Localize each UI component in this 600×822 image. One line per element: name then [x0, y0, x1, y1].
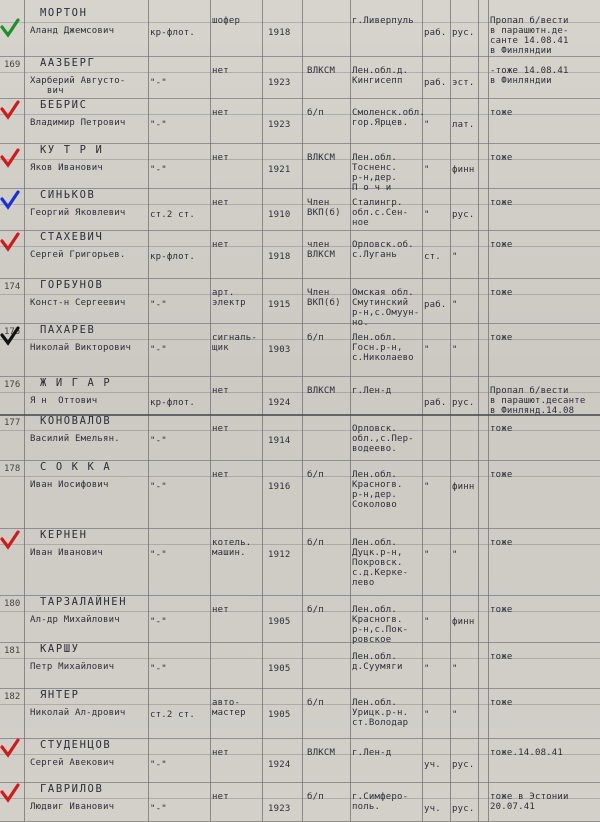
cell-year: 1918 — [268, 28, 291, 38]
given-name: Сергей Авекович — [30, 758, 115, 768]
cell-nation: рус. — [452, 28, 475, 38]
record-number: 180 — [4, 599, 21, 609]
surname: С О К К А — [40, 461, 112, 473]
cell-social: раб. — [424, 28, 447, 38]
cell-nation: лат. — [452, 120, 475, 130]
cell-party: ВЛКСМ — [307, 66, 336, 76]
cell-party-prev: котель. машин. — [212, 538, 252, 558]
cell-party-prev: нет — [212, 792, 229, 802]
cell-social: раб. — [424, 398, 447, 408]
cell-rank: "-" — [150, 165, 167, 175]
cell-rank: "-" — [150, 804, 167, 814]
column-rule — [262, 0, 263, 821]
cell-fate: тоже — [490, 698, 513, 708]
surname: ГОРБУНОВ — [40, 279, 104, 291]
cell-party: б/п — [307, 792, 324, 802]
cell-birthplace: Лен.обл. Урицк.р-н. ст.Володар — [352, 698, 409, 728]
given-name: Ал-др Михайлович — [30, 615, 120, 625]
given-name: Сергей Григорьев. — [30, 250, 126, 260]
row-rule — [0, 528, 600, 529]
given-name: Георгий Яковлевич — [30, 208, 126, 218]
cell-fate: тоже — [490, 240, 513, 250]
given-name: Харберий Августо- вич — [30, 76, 126, 96]
cell-year: 1923 — [268, 120, 291, 130]
cell-rank: "-" — [150, 300, 167, 310]
cell-party: член ВЛКСМ — [307, 240, 336, 260]
cell-rank: "-" — [150, 482, 167, 492]
surname: СИНЬКОВ — [40, 189, 96, 201]
row-rule — [0, 98, 600, 99]
cell-birthplace: Лен.обл.д. Кингисепп — [352, 66, 409, 86]
cell-birthplace: Орловск. обл.,с.Пер- водеево. — [352, 424, 414, 454]
surname: КУ Т Р И — [40, 144, 104, 156]
cell-rank: "-" — [150, 120, 167, 130]
cell-party-prev: нет — [212, 470, 229, 480]
surname: ААЗБЕРГ — [40, 57, 96, 69]
cell-fate: тоже — [490, 538, 513, 548]
cell-rank: "-" — [150, 617, 167, 627]
row-rule — [0, 642, 600, 643]
checkmark-icon — [0, 100, 20, 120]
column-rule — [350, 0, 351, 821]
cell-party-prev: нет — [212, 108, 229, 118]
cell-birthplace: Лен.обл. Тосненс. р-н,дер. П о ч и — [352, 153, 397, 193]
cell-fate: Пропал б/вести в парашютн.де- санте 14.08.41 в Финляндии — [490, 16, 569, 56]
cell-rank: "-" — [150, 436, 167, 446]
checkmark-icon — [0, 326, 20, 346]
checkmark-icon — [0, 738, 20, 758]
checkmark-icon — [0, 232, 20, 252]
cell-fate: тоже — [490, 333, 513, 343]
given-name: Яков Иванович — [30, 163, 104, 173]
given-name: Василий Емельян. — [30, 434, 120, 444]
cell-rank: кр-флот. — [150, 252, 195, 262]
cell-birthplace: г.Ливерпуль — [352, 16, 414, 26]
cell-fate: -тоже 14.08.41 в Финляндии — [490, 66, 569, 86]
cell-social: " — [424, 710, 430, 720]
column-rule — [24, 0, 25, 821]
cell-social: уч. — [424, 760, 441, 770]
cell-rank: "-" — [150, 78, 167, 88]
given-name: Людвиг Иванович — [30, 802, 115, 812]
cell-year: 1903 — [268, 345, 291, 355]
given-name: Иван Иванович — [30, 548, 104, 558]
cell-party-prev: сигналь- щик — [212, 333, 257, 353]
record-number: 181 — [4, 646, 21, 656]
record-number: 178 — [4, 464, 21, 474]
cell-party-prev: нет — [212, 66, 229, 76]
cell-party: ВЛКСМ — [307, 748, 336, 758]
cell-social: " — [424, 664, 430, 674]
record-number: 177 — [4, 418, 21, 428]
given-name: Конст-н Сергеевич — [30, 298, 126, 308]
cell-party: б/п — [307, 538, 324, 548]
cell-party-prev: нет — [212, 198, 229, 208]
surname: ГАВРИЛОВ — [40, 783, 104, 795]
cell-year: 1905 — [268, 664, 291, 674]
cell-fate: тоже в Эстонии 20.07.41 — [490, 792, 569, 812]
surname: БЕБРИС — [40, 99, 88, 111]
cell-year: 1924 — [268, 760, 291, 770]
surname: ЯНТЕР — [40, 689, 80, 701]
cell-nation: рус. — [452, 760, 475, 770]
cell-social: раб. — [424, 78, 447, 88]
cell-party-prev: арт. электр — [212, 288, 246, 308]
cell-social: ст. — [424, 252, 441, 262]
cell-social: уч. — [424, 804, 441, 814]
given-name: Николай Ал-дрович — [30, 708, 126, 718]
record-number: 176 — [4, 380, 21, 390]
cell-party-prev: нет — [212, 748, 229, 758]
cell-birthplace: г.Лен-д — [352, 386, 392, 396]
cell-rank: кр-флот. — [150, 28, 195, 38]
record-number: 175 — [4, 327, 21, 337]
record-number: 169 — [4, 60, 21, 70]
cell-year: 1905 — [268, 710, 291, 720]
record-number: 182 — [4, 692, 21, 702]
cell-party: б/п — [307, 605, 324, 615]
cell-fate: тоже.14.08.41 — [490, 748, 564, 758]
given-name: Владимир Петрович — [30, 118, 126, 128]
cell-rank: "-" — [150, 550, 167, 560]
cell-nation: " — [452, 664, 458, 674]
cell-rank: кр-флот. — [150, 398, 195, 408]
surname: Ж И Г А Р — [40, 377, 112, 389]
cell-rank: "-" — [150, 760, 167, 770]
cell-birthplace: Лен.обл. Дуцк.р-н, Покровск. с.д.Керке- лево — [352, 538, 409, 588]
cell-party-prev: нет — [212, 605, 229, 615]
cell-birthplace: Смоленск.обл. гор.Ярцев. — [352, 108, 426, 128]
cell-nation: финн — [452, 165, 475, 175]
cell-rank: "-" — [150, 664, 167, 674]
cell-party-prev: шофер — [212, 16, 241, 26]
column-rule — [148, 0, 149, 821]
cell-party: б/п — [307, 333, 324, 343]
surname: КАРШУ — [40, 643, 80, 655]
given-name: Я н Оттович — [30, 396, 98, 406]
cell-nation: финн — [452, 617, 475, 627]
cell-birthplace: Омская обл. Смутинский р-н,с.Омуун- но. — [352, 288, 420, 328]
cell-social: " — [424, 210, 430, 220]
cell-nation: " — [452, 300, 458, 310]
given-name: Петр Михайлович — [30, 662, 115, 672]
cell-year: 1923 — [268, 78, 291, 88]
checkmark-icon — [0, 783, 20, 803]
cell-fate: тоже — [490, 470, 513, 480]
column-rule — [450, 0, 451, 821]
checkmark-icon — [0, 18, 20, 38]
checkmark-icon — [0, 190, 20, 210]
cell-party: б/п — [307, 108, 324, 118]
cell-party: Член ВКП(б) — [307, 198, 341, 218]
cell-year: 1921 — [268, 165, 291, 175]
surname: ТАРЗАЛАЙНЕН — [40, 596, 128, 608]
cell-rank: "-" — [150, 345, 167, 355]
cell-nation: эст. — [452, 78, 475, 88]
row-rule — [0, 688, 600, 689]
cell-fate: тоже — [490, 153, 513, 163]
cell-social: " — [424, 345, 430, 355]
surname: КОНОВАЛОВ — [40, 415, 112, 427]
cell-nation: " — [452, 345, 458, 355]
column-rule — [488, 0, 489, 821]
cell-party: Член ВКП(б) — [307, 288, 341, 308]
cell-social: " — [424, 120, 430, 130]
cell-fate: тоже — [490, 288, 513, 298]
cell-social: " — [424, 550, 430, 560]
cell-party: б/п — [307, 698, 324, 708]
cell-birthplace: Орловск.об. с.Лугань — [352, 240, 414, 260]
cell-social: " — [424, 165, 430, 175]
cell-nation: рус. — [452, 210, 475, 220]
cell-social: раб. — [424, 300, 447, 310]
cell-fate: тоже — [490, 652, 513, 662]
cell-nation: " — [452, 252, 458, 262]
cell-rank: ст.2 ст. — [150, 210, 195, 220]
cell-rank: ст.2 ст. — [150, 710, 195, 720]
cell-party-prev: нет — [212, 240, 229, 250]
column-rule — [210, 0, 211, 821]
cell-birthplace: Сталингр. обл.с.Сен- ное — [352, 198, 409, 228]
cell-party: ВЛКСМ — [307, 386, 336, 396]
given-name: Аланд Джемсович — [30, 26, 115, 36]
cell-year: 1905 — [268, 617, 291, 627]
cell-social: " — [424, 617, 430, 627]
cell-party-prev: нет — [212, 424, 229, 434]
given-name: Николай Викторович — [30, 343, 132, 353]
record-number: 174 — [4, 282, 21, 292]
surname: СТАХЕВИЧ — [40, 231, 104, 243]
surname: КЕРНЕН — [40, 529, 88, 541]
cell-fate: тоже — [490, 424, 513, 434]
surname: МОРТОН — [40, 7, 88, 19]
cell-birthplace: Лен.обл. д.Суумяги — [352, 652, 403, 672]
cell-party-prev: авто- мастер — [212, 698, 246, 718]
column-rule — [478, 0, 479, 821]
checkmark-icon — [0, 148, 20, 168]
surname: СТУДЕНЦОВ — [40, 739, 112, 751]
cell-party: б/п — [307, 470, 324, 480]
cell-fate: тоже — [490, 198, 513, 208]
cell-year: 1924 — [268, 398, 291, 408]
surname: ПАХАРЕВ — [40, 324, 96, 336]
cell-fate: тоже — [490, 108, 513, 118]
cell-year: 1918 — [268, 252, 291, 262]
cell-nation: рус. — [452, 804, 475, 814]
column-rule — [302, 0, 303, 821]
cell-birthplace: Лен.обл. Красногв. р-н,с.Пок- ровское — [352, 605, 409, 645]
cell-birthplace: г.Симферо- поль. — [352, 792, 409, 812]
cell-nation: " — [452, 710, 458, 720]
cell-year: 1923 — [268, 804, 291, 814]
cell-nation: рус. — [452, 398, 475, 408]
cell-party-prev: нет — [212, 386, 229, 396]
cell-social: " — [424, 482, 430, 492]
cell-year: 1914 — [268, 436, 291, 446]
cell-party: ВЛКСМ — [307, 153, 336, 163]
cell-year: 1910 — [268, 210, 291, 220]
cell-fate: тоже — [490, 605, 513, 615]
cell-birthplace: г.Лен-д — [352, 748, 392, 758]
cell-birthplace: Лен.обл. Красногв. р-н,дер. Соколово — [352, 470, 403, 510]
cell-nation: " — [452, 550, 458, 560]
cell-year: 1916 — [268, 482, 291, 492]
checkmark-icon — [0, 530, 20, 550]
given-name: Иван Иосифович — [30, 480, 109, 490]
cell-year: 1912 — [268, 550, 291, 560]
cell-party-prev: нет — [212, 153, 229, 163]
cell-nation: финн — [452, 482, 475, 492]
cell-year: 1915 — [268, 300, 291, 310]
cell-fate: Пропал б/вести в парашют.десанте в Финлянд.14.08 — [490, 386, 586, 416]
cell-birthplace: Лен.обл. Госн.р-н, с.Николаево — [352, 333, 414, 363]
